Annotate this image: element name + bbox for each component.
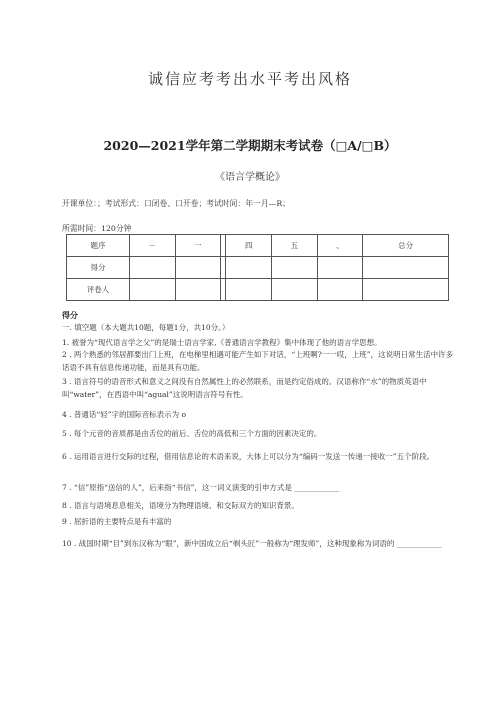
- score-input-cell[interactable]: [317, 257, 363, 279]
- question-item: 2 . 两个熟悉的邻居都要出门上班，在电梯里相遇可能产生如下对话，“上班啊?一一哎，上班”，这说明日常生活中许多话语不具有信息传递功能，而是具有功能。: [62, 350, 454, 372]
- question-item: 7 . “信”原指“送信的人”，后来指“书信”，这一词义演变的引申方式是 ____________: [62, 483, 340, 492]
- exam-title: 2020—2021学年第二学期期末考试卷（□A/□B）: [103, 138, 397, 153]
- question-item: 8 . 语言与语境息息相关，语境分为物理语境、和交际双方的知识背景。: [62, 501, 299, 510]
- table-cell: 、: [317, 235, 363, 257]
- exam-duration: 所需时间：120分钟: [62, 224, 132, 233]
- grader-input-cell[interactable]: [226, 279, 272, 301]
- table-cell: 题序: [67, 235, 130, 257]
- table-cell: 评卷人: [67, 279, 130, 301]
- question-item: 4 . 普通话“轻”字的国际音标表示为 o: [62, 410, 186, 419]
- exam-info-line: 开课单位：；考试形式：口闭卷、口开卷；考试时间：年一月—R；: [62, 199, 291, 208]
- table-cell: 得分: [67, 257, 130, 279]
- score-input-cell[interactable]: [226, 257, 272, 279]
- score-table-header-row: [67, 235, 449, 257]
- table-row: [67, 257, 449, 279]
- grader-input-cell[interactable]: [317, 279, 363, 301]
- table-cell: 四: [226, 235, 272, 257]
- question-item: 6 . 运用语言进行交际的过程，借用信息论的术语来说，大体上可以分为“编码一发送一传递一接收一”五个阶段。: [62, 452, 435, 461]
- question-item: 9 . 屈折语的主要特点是有丰富的: [62, 517, 172, 526]
- grader-input-cell[interactable]: [130, 279, 176, 301]
- score-table: [66, 234, 449, 301]
- score-input-cell[interactable]: [175, 257, 221, 279]
- table-cell: 一: [175, 235, 221, 257]
- grader-input-cell[interactable]: [272, 279, 318, 301]
- question-item: 3 . 语言符号的语音形式和意义之间没有自然属性上的必然联系，而是约定俗成的。汉语称作“水”的物质英语中叫“water”，在西语中叫“agual”这说明语言符号有性。: [62, 377, 427, 399]
- question-item: 5 . 每个元音的音质都是由舌位的前后、舌位的高低和三个方面的因素决定的。: [62, 429, 322, 438]
- grader-input-cell[interactable]: [363, 279, 449, 301]
- motto-heading: 诚信应考考出水平考出风格: [147, 70, 352, 88]
- score-label: 得分: [62, 310, 78, 320]
- course-title: 《语言学概论》: [215, 172, 285, 183]
- score-input-cell[interactable]: [130, 257, 176, 279]
- score-input-cell[interactable]: [272, 257, 318, 279]
- grader-input-cell[interactable]: [175, 279, 221, 301]
- question-item: 1. 被誉为“现代语言学之父”的是瑞士语言学家,《普通语言学教程》集中体现了他的语言学思想。: [62, 338, 382, 347]
- score-input-cell[interactable]: [363, 257, 449, 279]
- table-cell: 总分: [363, 235, 449, 257]
- table-cell: 五: [272, 235, 318, 257]
- section-heading: 一. 填空题（本大题共10题，每题1分，共10分。）: [62, 323, 230, 332]
- question-item: 10 . 战国时期“目”到东汉称为“眼”，新中国成立后“剃头匠”一般称为“理发师”，这种现象称为词语的 ____________: [62, 539, 442, 548]
- table-cell: －: [130, 235, 176, 257]
- table-row: [67, 279, 449, 301]
